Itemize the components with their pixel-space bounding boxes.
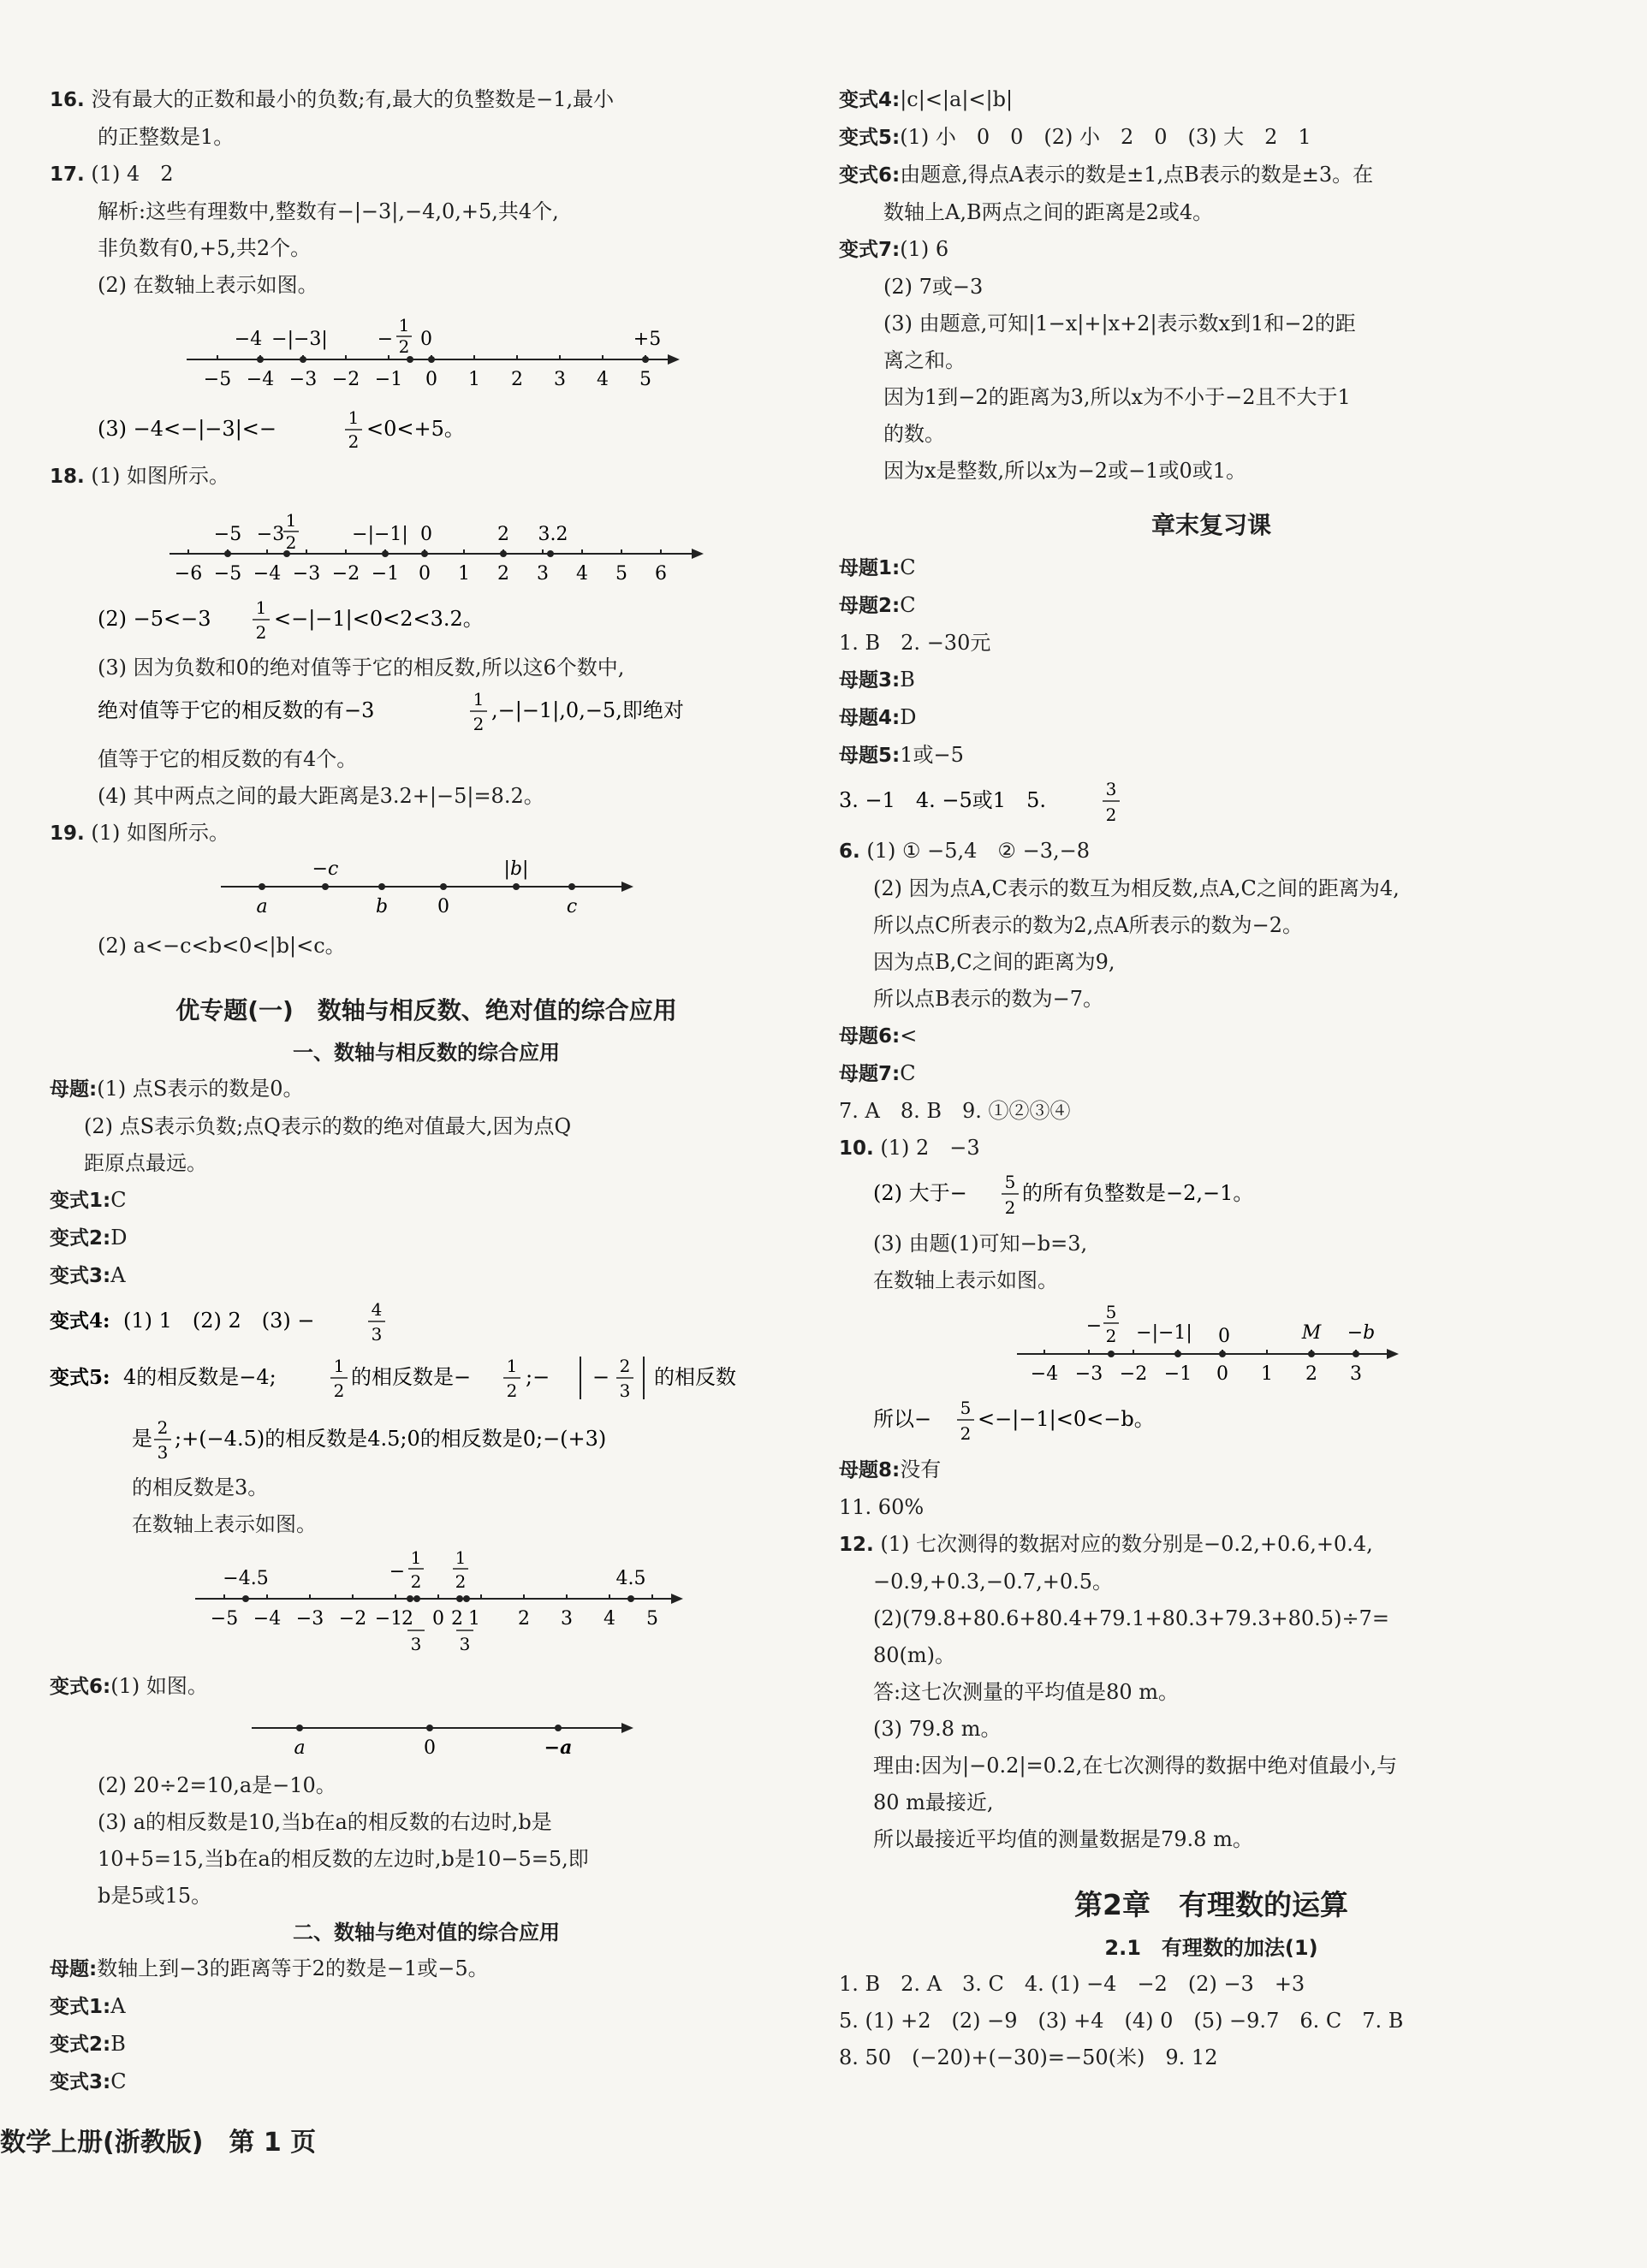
mother-question-label: 母题:: [50, 1078, 98, 1101]
nl1-tick-9: 4: [597, 369, 609, 390]
nl4-tick-12: 5: [646, 1608, 658, 1630]
nl2-top-6: 2: [497, 524, 509, 545]
q17-line-1: 17. (1) 4 2: [50, 162, 174, 186]
r-variant-7-3c: 因为1到−2的距离为3,所以x为不小于−2且不大于1: [883, 385, 1351, 409]
q6-line-3: 所以点C所表示的数为2,点A所表示的数为−2。: [873, 913, 1303, 937]
q17-3-tail: <0<+5。: [366, 417, 465, 441]
number-line-q18: [50, 496, 803, 590]
q18-part-2: [50, 595, 803, 644]
r-variant-4-answer: |c|<|a|<|b|: [900, 87, 1014, 111]
nl4-top-2: 1: [410, 1547, 422, 1568]
r-variant-7-2: (2) 7或−3: [883, 275, 984, 299]
q16-line-2: 的正整数是1。: [98, 125, 235, 149]
nl1-top-4: 2: [398, 336, 410, 357]
nl2-top-1: −3: [256, 524, 285, 545]
number-line-q17: [50, 304, 803, 400]
variant-6-2: (2) 20÷2=10,a是−10。: [98, 1773, 336, 1797]
nl2-tick-8: 2: [497, 563, 509, 585]
m4-label: 母题4:: [839, 707, 901, 729]
nl2-tick-7: 1: [458, 563, 470, 585]
q17-3-den: 2: [348, 431, 360, 452]
b2-variant-1-label: 变式1:: [50, 1996, 111, 2018]
nl4-tick-6: 0: [432, 1608, 444, 1630]
r-variant-7-3b: 离之和。: [883, 348, 966, 372]
nl1-tick-2: −3: [288, 369, 318, 390]
variant-1-label: 变式1:: [50, 1190, 111, 1212]
variant-5-n1: 1: [333, 1356, 345, 1376]
nl4-tick-10: 3: [561, 1608, 573, 1630]
review-title: 章末复习课: [1151, 511, 1271, 539]
number-line-q10: [839, 1299, 1584, 1388]
q6-line-1: 6. (1) ① −5,4 ② −3,−8: [839, 839, 1090, 863]
variant-6-3b: 10+5=15,当b在a的相反数的左边时,b是10−5=5,即: [98, 1847, 589, 1871]
variant-4-den: 3: [371, 1324, 383, 1345]
variant-5-n2: 1: [506, 1356, 518, 1376]
variant-5-d3: 3: [619, 1380, 631, 1401]
q18-part-3-line-2: [50, 686, 803, 736]
m2-answer: C: [900, 593, 916, 617]
r-variant-7-label: 变式7:: [839, 239, 901, 261]
nl6-tick-6: 2: [1305, 1363, 1317, 1385]
nl6-top-3: −|−1|: [1136, 1322, 1192, 1344]
q10-2-text: (2) 大于−: [873, 1181, 967, 1205]
b2-variant-3-label: 变式3:: [50, 2071, 111, 2093]
nl4-under-1: 3: [459, 1634, 471, 1654]
r-answer-5-num: 3: [1105, 779, 1117, 799]
s-answers-1-4: 1. B 2. A 3. C 4. (1) −4 −2 (2) −3 +3: [839, 1972, 1305, 1996]
nl1-tick-6: 1: [468, 369, 480, 390]
q12-line-8: 80 m最接近,: [873, 1790, 994, 1814]
svg-text:−: −: [592, 1365, 610, 1389]
nl6-tick-3: −1: [1163, 1363, 1192, 1385]
nl2-tick-4: −2: [331, 563, 360, 585]
q17-3-text: (3) −4<−|−3|<−: [98, 417, 276, 441]
q19-line-1: 19. (1) 如图所示。: [50, 821, 230, 845]
q10-2-den: 2: [1004, 1197, 1016, 1218]
nl4-top-3: 2: [410, 1571, 422, 1592]
m3-answer: B: [900, 668, 915, 692]
q12-line-9: 所以最接近平均值的测量数据是79.8 m。: [873, 1827, 1253, 1851]
nl3-top-0: −c: [312, 858, 339, 880]
nl1-tick-5: 0: [425, 369, 437, 390]
nl2-tick-10: 4: [576, 563, 588, 585]
nl2-top-0: −5: [213, 524, 242, 545]
nl6-tick-0: −4: [1030, 1363, 1059, 1385]
q18-line-1: 18. (1) 如图所示。: [50, 464, 230, 488]
r-variant-7-3a: (3) 由题意,可知|1−x|+|x+2|表示数x到1和−2的距: [883, 312, 1356, 335]
q17-3-num: 1: [348, 407, 360, 428]
number-line-variant-5: [50, 1543, 803, 1663]
number-line-q19: [50, 852, 803, 923]
variant-5-label: 变式5:: [50, 1366, 110, 1389]
variant-5-b1: 是: [132, 1427, 152, 1451]
m1-answer: C: [900, 555, 916, 579]
nl4-tick-1: −4: [253, 1608, 282, 1630]
r-answer-5-den: 2: [1105, 804, 1117, 825]
s-answers-8-9: 8. 50 (−20)+(−30)=−50(米) 9. 12: [839, 2045, 1218, 2069]
nl2-tick-12: 6: [655, 563, 667, 585]
variant-5-bn: 2: [157, 1417, 169, 1438]
nl2-tick-6: 0: [419, 563, 431, 585]
nl2-tick-1: −5: [213, 563, 242, 585]
topic-title: 优专题(一) 数轴与相反数、绝对值的综合应用: [175, 996, 677, 1024]
b2-variant-3-answer: C: [110, 2069, 127, 2093]
mother-question-2-label: 母题:: [50, 1958, 98, 1980]
nl2-tick-9: 3: [537, 563, 549, 585]
m8-label: 母题8:: [839, 1459, 901, 1481]
m8-answer: 没有: [900, 1458, 942, 1481]
q18-2-num: 1: [255, 597, 267, 618]
nl1-tick-3: −2: [331, 369, 360, 390]
q18-3b-den: 2: [473, 714, 485, 734]
mother-question-1: (1) 点S表示的数是0。: [97, 1077, 304, 1101]
nl4-tick-0: −5: [210, 1608, 239, 1630]
number-line-variant-6: [50, 1706, 803, 1762]
nl3-bot-3: c: [566, 896, 578, 917]
variant-2-label: 变式2:: [50, 1227, 111, 1250]
variant-5-a3: ;−: [526, 1365, 550, 1389]
q18-3b-tail: ,−|−1|,0,−5,即绝对: [491, 698, 684, 722]
subsection-1-title: 一、数轴与相反数的综合应用: [293, 1041, 560, 1065]
right-column: [839, 81, 1584, 2076]
r-variant-7-1: (1) 6: [900, 237, 949, 261]
q12-line-7: 理由:因为|−0.2|=0.2,在七次测得的数据中绝对值最小,与: [873, 1754, 1398, 1778]
q10-conc-num: 5: [960, 1398, 972, 1418]
q12-line-3: (2)(79.8+80.6+80.4+79.1+80.3+79.3+80.5)÷7=: [873, 1606, 1389, 1630]
nl1-tick-4: −1: [374, 369, 403, 390]
q18-3b-num: 1: [473, 689, 485, 709]
variant-5-b2: ;+(−4.5)的相反数是4.5;0的相反数是0;−(+3): [175, 1427, 607, 1451]
subsection-2-title: 二、数轴与绝对值的综合应用: [293, 1921, 560, 1944]
section-title: 2.1 有理数的加法(1): [1104, 1936, 1318, 1960]
variant-5-a1: 4的相反数是−4;: [123, 1365, 276, 1389]
q10-conclusion: [839, 1393, 1584, 1446]
mother-question-2a: (2) 点S表示负数;点Q表示的数的绝对值最大,因为点Q: [84, 1114, 572, 1138]
variant-4-label: 变式4:: [50, 1309, 110, 1333]
nl4-top-0: −4.5: [223, 1568, 269, 1589]
q17-part-2: (2) 在数轴上表示如图。: [98, 273, 318, 297]
m2-label: 母题2:: [839, 595, 901, 617]
q6-line-2: (2) 因为点A,C表示的数互为相反数,点A,C之间的距离为4,: [873, 876, 1400, 900]
nl1-top-2: −: [377, 329, 394, 350]
nl2-top-3: 2: [285, 532, 297, 553]
nl2-tick-0: −6: [174, 563, 203, 585]
q18-part-3-line-1: (3) 因为负数和0的绝对值等于它的相反数,所以这6个数中,: [98, 656, 625, 680]
q19-part-2: (2) a<−c<b<0<|b|<c。: [98, 934, 346, 958]
b2-variant-2-answer: B: [110, 2032, 126, 2056]
nl1-tick-1: −4: [246, 369, 275, 390]
variant-5-d2: 2: [506, 1380, 518, 1401]
nl3-bot-0: a: [256, 896, 268, 917]
mother-question-2b: 距原点最远。: [84, 1151, 207, 1175]
chapter-title: 第2章 有理数的运算: [1074, 1888, 1348, 1921]
variant-5-bd: 3: [157, 1442, 169, 1463]
nl1-top-1: −|−3|: [271, 329, 328, 350]
q18-2-den: 2: [255, 622, 267, 643]
nl2-tick-5: −1: [371, 563, 400, 585]
left-column: [50, 81, 803, 2101]
q10-line-1: 10. (1) 2 −3: [839, 1136, 980, 1160]
nl4-top-6: 4.5: [615, 1568, 646, 1589]
nl4-top-5: 2: [455, 1571, 467, 1592]
nl2-top-5: 0: [420, 524, 432, 545]
q17-part-3: [50, 405, 803, 453]
variant-1-answer: C: [110, 1188, 127, 1212]
m3-label: 母题3:: [839, 669, 901, 692]
variant-3-answer: A: [110, 1263, 126, 1287]
m6-label: 母题6:: [839, 1025, 901, 1048]
q12-line-2: −0.9,+0.3,−0.7,+0.5。: [873, 1570, 1113, 1594]
nl3-top-1: |b|: [503, 858, 529, 880]
nl1-tick-0: −5: [203, 369, 232, 390]
nl4-top-4: 1: [455, 1547, 467, 1568]
variant-4-line: [50, 1295, 803, 1346]
nl4-tick-5: 2: [401, 1608, 413, 1630]
q10-conc-text: 所以−: [873, 1407, 932, 1431]
m5-answer: 1或−5: [900, 743, 964, 767]
nl4-top-1: −: [389, 1561, 406, 1582]
variant-6-1: (1) 如图。: [110, 1674, 208, 1698]
q12-line-6: (3) 79.8 m。: [873, 1717, 1002, 1741]
nl2-tick-2: −4: [253, 563, 282, 585]
variant-6-3c: b是5或15。: [98, 1884, 212, 1908]
variant-5-line-2: [50, 1413, 803, 1464]
s-answers-5-7: 5. (1) +2 (2) −9 (3) +4 (4) 0 (5) −9.7 6. C 7. B: [839, 2009, 1404, 2033]
nl4-tick-3: −2: [338, 1608, 367, 1630]
nl4-tick-7: 2: [451, 1608, 463, 1630]
variant-5-d1: 2: [333, 1380, 345, 1401]
r-variant-5-label: 变式5:: [839, 127, 901, 149]
variant-5-n3: 2: [619, 1356, 631, 1376]
b2-variant-1-answer: A: [110, 1994, 126, 2018]
nl1-tick-10: 5: [639, 369, 651, 390]
variant-4-num: 4: [371, 1299, 383, 1320]
q17-analysis-2: 非负数有0,+5,共2个。: [98, 236, 312, 260]
m5-label: 母题5:: [839, 745, 901, 767]
nl5-label-0: a: [294, 1737, 306, 1759]
page-footer: 数学上册(浙教版) 第 1 页: [0, 2128, 317, 2158]
nl2-top-4: −|−1|: [352, 524, 408, 545]
nl5-label-1: 0: [424, 1737, 436, 1759]
nl6-tick-7: 3: [1350, 1363, 1362, 1385]
q10-part-3: (3) 由题(1)可知−b=3,: [873, 1232, 1088, 1256]
nl6-top-5: M: [1301, 1322, 1322, 1344]
nl4-tick-8: 1: [468, 1608, 480, 1630]
nl1-tick-8: 3: [554, 369, 566, 390]
q18-part-3-line-3: 值等于它的相反数的有4个。: [98, 747, 358, 771]
r-answers-3-5-text: 3. −1 4. −5或1 5.: [839, 788, 1046, 812]
q10-2-num: 5: [1004, 1172, 1016, 1192]
r-variant-7-3d: 的数。: [883, 422, 945, 446]
r-answer-11: 11. 60%: [839, 1495, 925, 1519]
b2-variant-2-label: 变式2:: [50, 2033, 111, 2056]
variant-5-line-4: 在数轴上表示如图。: [132, 1512, 317, 1536]
nl4-tick-11: 4: [604, 1608, 615, 1630]
m1-label: 母题1:: [839, 557, 901, 579]
q6-line-4: 因为点B,C之间的距离为9,: [873, 950, 1115, 974]
q16-line-1: 16. 没有最大的正数和最小的负数;有,最大的负整数是−1,最小: [50, 87, 615, 111]
variant-5-line-1: [50, 1351, 803, 1403]
nl6-top-0: −: [1085, 1315, 1103, 1337]
q10-2-tail: 的所有负整数是−2,−1。: [1022, 1181, 1254, 1205]
nl1-top-5: 0: [420, 329, 432, 350]
m4-answer: D: [900, 705, 917, 729]
nl4-under-0: 3: [410, 1634, 422, 1654]
r-variant-4-label: 变式4:: [839, 89, 901, 111]
r-variant-6-b: 数轴上A,B两点之间的距离是2或4。: [883, 200, 1214, 224]
nl6-top-1: 5: [1105, 1302, 1117, 1322]
r-answers-7-9: 7. A 8. B 9. ①②③④: [839, 1099, 1071, 1123]
variant-5-a4: 的相反数: [654, 1365, 736, 1389]
nl1-top-0: −4: [234, 329, 263, 350]
variant-6-3a: (3) a的相反数是10,当b在a的相反数的右边时,b是: [98, 1810, 552, 1834]
variant-2-answer: D: [110, 1226, 128, 1250]
r-variant-6-a: 由题意,得点A表示的数是±1,点B表示的数是±3。在: [900, 163, 1374, 187]
nl3-bot-1: b: [375, 896, 389, 917]
variant-6-label: 变式6:: [50, 1676, 111, 1698]
nl6-top-6: −b: [1347, 1322, 1376, 1344]
q12-line-1: 12. (1) 七次测得的数据对应的数分别是−0.2,+0.6,+0.4,: [839, 1532, 1373, 1556]
nl1-top-3: 1: [398, 315, 410, 335]
m6-answer: <: [900, 1024, 918, 1048]
m7-answer: C: [900, 1061, 916, 1085]
variant-5-line-3: 的相反数是3。: [132, 1475, 269, 1499]
nl4-tick-4: −1: [374, 1608, 403, 1630]
variant-5-a2: 的相反数是−: [351, 1365, 472, 1389]
q18-part-4: (4) 其中两点之间的最大距离是3.2+|−5|=8.2。: [98, 784, 544, 808]
nl4-tick-9: 2: [518, 1608, 530, 1630]
mother-question-2-answer: 数轴上到−3的距离等于2的数是−1或−5。: [97, 1956, 489, 1980]
q18-2-tail: <−|−1|<0<2<3.2。: [274, 607, 484, 631]
q18-2-text: (2) −5<−3: [98, 607, 211, 631]
q10-conc-den: 2: [960, 1423, 972, 1444]
q6-line-5: 所以点B表示的数为−7。: [873, 987, 1104, 1011]
nl2-tick-11: 5: [615, 563, 627, 585]
r-variant-7-3e: 因为x是整数,所以x为−2或−1或0或1。: [883, 459, 1246, 483]
r-answers-3-5: [839, 775, 1584, 828]
nl6-top-4: 0: [1218, 1326, 1230, 1347]
r-variant-6-label: 变式6:: [839, 164, 901, 187]
nl5-label-2: −a: [544, 1737, 573, 1759]
nl6-tick-4: 0: [1216, 1363, 1228, 1385]
nl3-bot-2: 0: [437, 896, 449, 917]
nl6-top-2: 2: [1105, 1326, 1117, 1346]
nl2-tick-3: −3: [292, 563, 321, 585]
m7-label: 母题7:: [839, 1063, 901, 1085]
r-variant-5-answer: (1) 小 0 0 (2) 小 2 0 (3) 大 2 1: [900, 125, 1311, 149]
variant-4-text: (1) 1 (2) 2 (3) −: [123, 1309, 315, 1333]
variant-3-label: 变式3:: [50, 1265, 111, 1287]
q17-analysis-1: 解析:这些有理数中,整数有−|−3|,−4,0,+5,共4个,: [98, 199, 559, 223]
q18-3b-text: 绝对值等于它的相反数的有−3: [98, 698, 375, 722]
nl2-top-7: 3.2: [538, 524, 568, 545]
q10-part-3b: 在数轴上表示如图。: [873, 1268, 1058, 1292]
q12-line-4: 80(m)。: [873, 1643, 956, 1667]
nl1-tick-7: 2: [511, 369, 523, 390]
nl6-tick-1: −3: [1074, 1363, 1103, 1385]
nl2-top-2: 1: [285, 510, 297, 531]
nl6-tick-5: 1: [1261, 1363, 1273, 1385]
nl1-top-6: +5: [633, 329, 662, 350]
q10-part-2: [839, 1167, 1584, 1220]
nl6-tick-2: −2: [1119, 1363, 1148, 1385]
q12-line-5: 答:这七次测量的平均值是80 m。: [873, 1680, 1180, 1704]
nl4-tick-2: −3: [295, 1608, 324, 1630]
q10-conc-tail: <−|−1|<0<−b。: [978, 1407, 1155, 1431]
r-answers-1-2: 1. B 2. −30元: [839, 631, 991, 655]
